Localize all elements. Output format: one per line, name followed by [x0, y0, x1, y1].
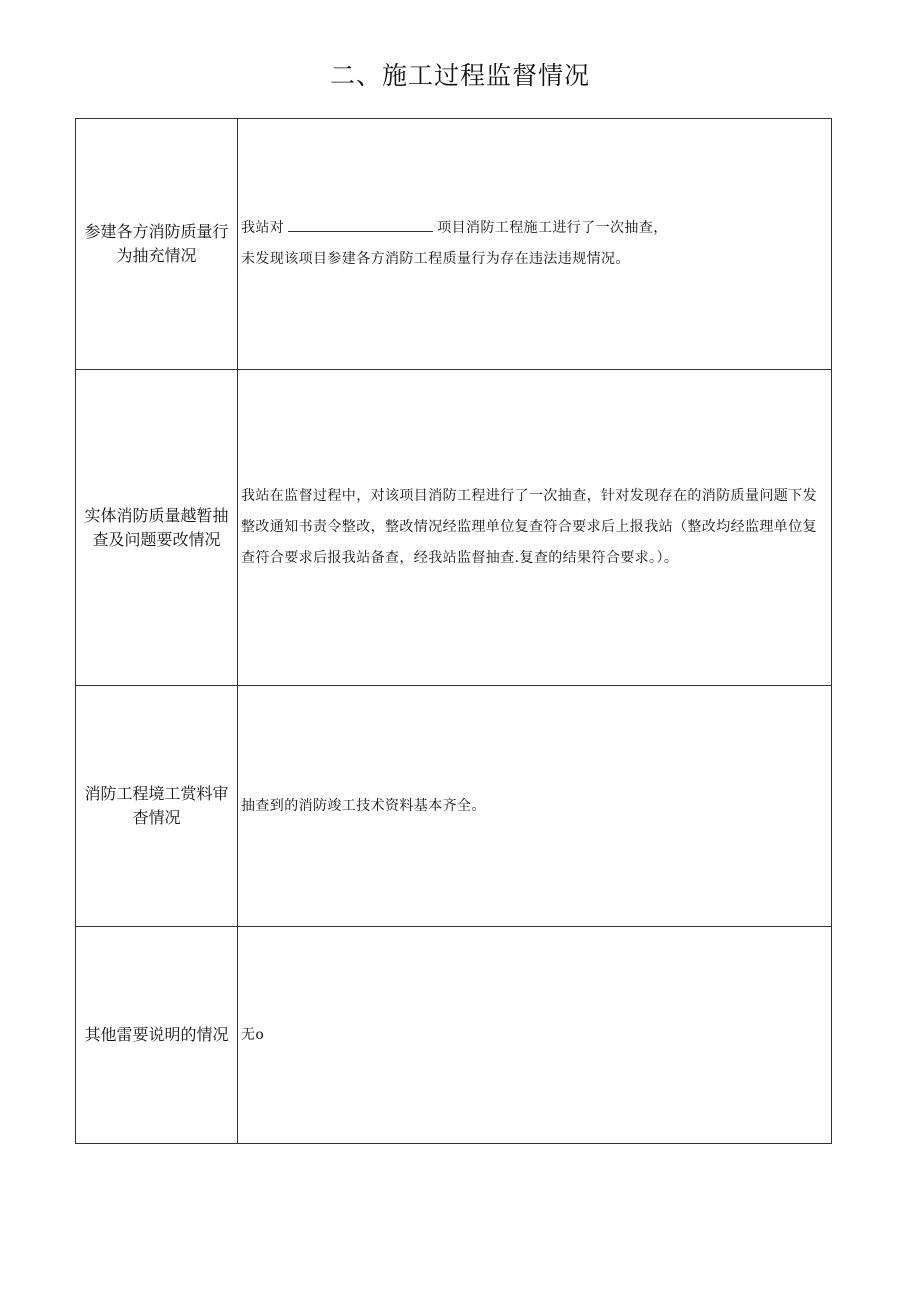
content-prefix: 我站对 — [241, 220, 285, 236]
row-label-entity-quality: 实体消防质量越暂抽查及问题要改情况 — [76, 370, 238, 686]
content-text: 我站在监督过程中，对该项目消防工程进行了一次抽查，针对发现存在的消防质量问题下发整改通知书责令整改，整改情况经监理单位复查符合要求后上报我站（整改均经监理单位复查符合要求后报我站备查，经我站监督抽查.复查的结果符合要求。）。 — [241, 488, 817, 566]
row-label-completion-documents: 消防工程境工赏料审杳情况 — [76, 686, 238, 927]
row-content-other-notes — [238, 927, 832, 1144]
row-content-completion-documents — [238, 686, 832, 927]
row-label-other-notes: 其他雷要说明的情况 — [76, 927, 238, 1144]
table-row — [76, 119, 832, 370]
content-line-1 — [241, 213, 827, 244]
content-text: 抽查到的消防竣工技术资料基本齐全。 — [241, 797, 486, 814]
supervision-table — [75, 118, 832, 1144]
page-title: 二、施工过程监督情况 — [329, 61, 590, 90]
row-content-participant-behavior — [238, 119, 832, 370]
table-row — [76, 686, 832, 927]
content-suffix: 项目消防工程施工进行了一次抽查， — [437, 220, 668, 236]
table-row — [76, 370, 832, 686]
row-content-entity-quality — [238, 370, 832, 686]
content-line-2: 未发现该项目参建各方消防工程质量行为存在违法违规情况。 — [241, 251, 630, 267]
content-text: 无o — [241, 1026, 265, 1043]
row-label-participant-behavior: 参建各方消防质量行为抽充情况 — [76, 119, 238, 370]
project-name-blank — [288, 213, 433, 232]
table-row — [76, 927, 832, 1144]
